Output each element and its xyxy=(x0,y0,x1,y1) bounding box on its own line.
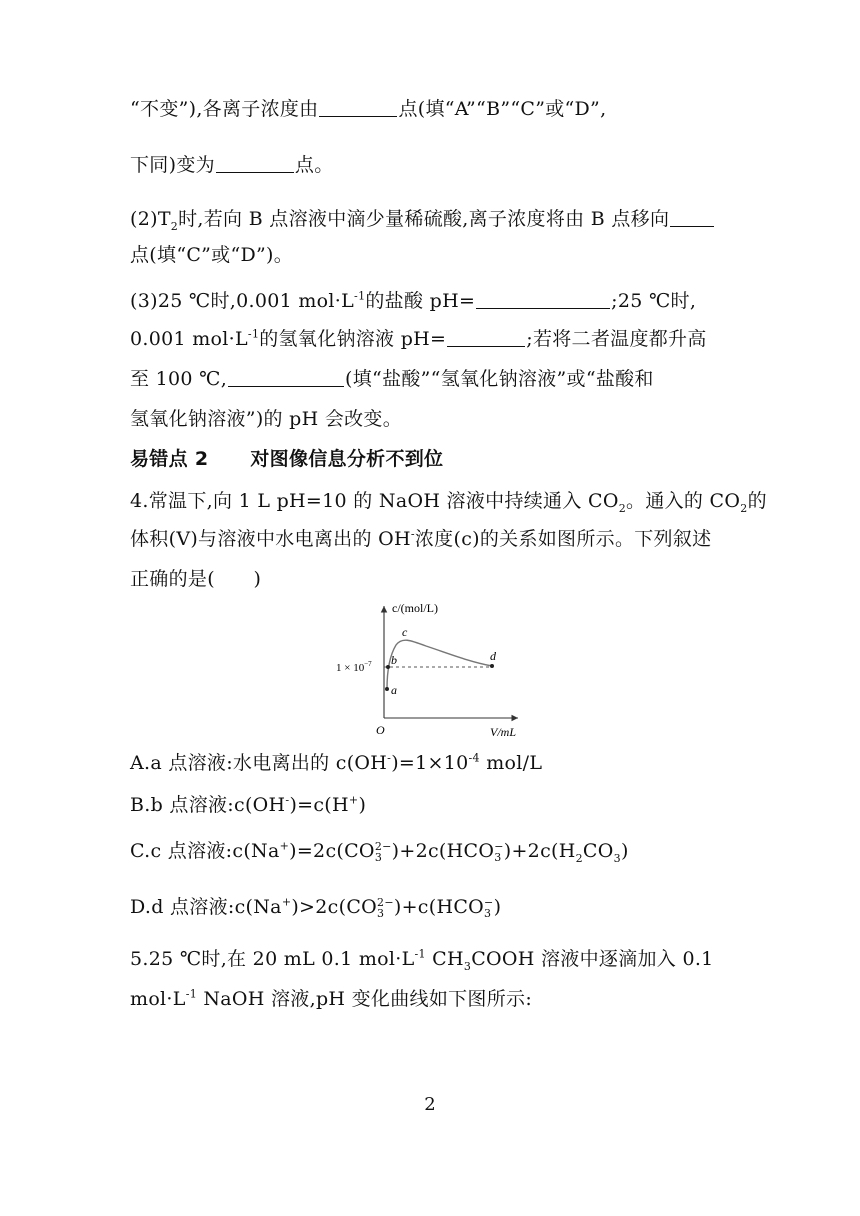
ion-subscript: 3 xyxy=(484,907,492,920)
q3-text: (填“盐酸”“氢氧化钠溶液”或“盐酸和 xyxy=(345,368,654,390)
point-d-label: d xyxy=(490,649,496,663)
subscript: 2 xyxy=(740,501,748,515)
superscript: -4 xyxy=(468,751,480,765)
answer-blank[interactable] xyxy=(476,290,610,309)
subscript: 3 xyxy=(463,959,472,973)
superscript: + xyxy=(279,839,290,853)
ion-subscript: 3 xyxy=(494,851,502,864)
curve xyxy=(387,640,492,689)
option-text: ) xyxy=(493,896,502,918)
answer-blank[interactable] xyxy=(319,98,397,117)
ion-charge-stack xyxy=(375,841,392,863)
ion-subscript: 3 xyxy=(374,851,383,864)
q3-text: 的盐酸 pH= xyxy=(365,290,476,312)
q3-text: 点(填“C”或“D”)。 xyxy=(130,244,294,266)
section-heading xyxy=(130,444,443,471)
q4-text: 4.常温下,向 1 L pH=10 的 NaOH 溶液中持续通入 CO xyxy=(130,490,619,512)
ion-charge: 2− xyxy=(374,840,392,853)
superscript: - xyxy=(285,793,290,807)
point-a-label: a xyxy=(391,683,397,697)
q3-text: 点(填“A”“B”“C”或“D”, xyxy=(398,98,607,120)
point-b-label: b xyxy=(391,653,397,667)
q4-line-1 xyxy=(130,486,767,513)
q3-text: 0.001 mol·L xyxy=(130,328,248,350)
point-c-label: c xyxy=(402,625,408,639)
section-label: 易错点 2 xyxy=(130,448,209,470)
q3-text: ;若将二者温度都升高 xyxy=(526,328,707,350)
superscript: -1 xyxy=(354,289,366,303)
q3-text: “不变”),各离子浓度由 xyxy=(130,98,319,120)
origin-label: O xyxy=(376,723,385,737)
point-b-marker xyxy=(386,665,390,669)
option-b[interactable] xyxy=(130,790,366,817)
ion-charge-stack xyxy=(377,897,394,919)
option-text: B.b 点溶液:c(OH xyxy=(130,794,286,816)
superscript: + xyxy=(348,793,359,807)
ion-charge: − xyxy=(494,840,504,853)
q4-text: 浓度(c)的关系如图所示。下列叙述 xyxy=(414,528,712,550)
section-title: 对图像信息分析不到位 xyxy=(250,448,444,470)
superscript: + xyxy=(281,895,292,909)
q4-line-3 xyxy=(130,564,261,591)
superscript: - xyxy=(387,751,392,765)
subscript: 2 xyxy=(575,851,583,865)
point-d-marker xyxy=(490,664,494,668)
superscript: - xyxy=(410,527,415,541)
option-d[interactable] xyxy=(130,892,501,919)
y-axis-label: c/(mol/L) xyxy=(392,601,438,615)
ion-charge-stack xyxy=(484,897,494,919)
q5-text: COOH 溶液中逐滴加入 0.1 xyxy=(471,948,714,970)
subscript: 3 xyxy=(613,851,621,865)
q3-part3-line-2 xyxy=(130,324,707,351)
option-text: )>2c(CO xyxy=(291,896,378,918)
superscript: -1 xyxy=(247,327,260,341)
page-number: 2 xyxy=(424,1094,436,1115)
q3-part2-line-1 xyxy=(130,204,715,231)
q3-text: 至 100 ℃, xyxy=(130,368,228,390)
subscript: 2 xyxy=(170,219,179,233)
option-text: )=1×10 xyxy=(391,752,469,774)
option-text: ) xyxy=(358,794,367,816)
option-text: )=c(H xyxy=(289,794,349,816)
q3-text: (2)T xyxy=(130,208,171,230)
option-text: )+2c(HCO xyxy=(391,840,495,862)
answer-blank[interactable] xyxy=(228,368,344,387)
q3-text: 下同)变为 xyxy=(130,154,215,176)
option-text: D.d 点溶液:c(Na xyxy=(130,896,282,918)
q3-text: ;25 ℃时, xyxy=(611,290,697,312)
option-text: ) xyxy=(620,840,629,862)
option-text: A.a 点溶液:水电离出的 c(OH xyxy=(130,752,388,774)
q3-text: 时,若向 B 点溶液中滴少量稀硫酸,离子浓度将由 B 点移向 xyxy=(178,208,670,230)
graph-svg xyxy=(330,600,530,740)
q5-line-2 xyxy=(130,984,532,1011)
q3-text: 点。 xyxy=(294,154,334,176)
q3-part3-line-3 xyxy=(130,364,654,391)
q5-text: CH xyxy=(425,948,464,970)
superscript: -1 xyxy=(414,947,426,961)
q3-line-1 xyxy=(130,94,606,121)
answer-blank[interactable] xyxy=(216,154,294,173)
q5-text: mol·L xyxy=(130,988,186,1010)
option-text: CO xyxy=(582,840,614,862)
option-text: C.c 点溶液:c(Na xyxy=(130,840,280,862)
q5-text: 5.25 ℃时,在 20 mL 0.1 mol·L xyxy=(130,948,415,970)
q3-part3-line-1 xyxy=(130,286,696,313)
answer-blank[interactable] xyxy=(670,208,714,227)
q3-text: 的氢氧化钠溶液 pH= xyxy=(259,328,447,350)
q3-part2-line-2 xyxy=(130,240,293,267)
q4-text: 的 xyxy=(747,490,767,512)
option-text: mol/L xyxy=(479,752,543,774)
q5-text: NaOH 溶液,pH 变化曲线如下图所示: xyxy=(197,988,533,1010)
option-text: )+2c(H xyxy=(503,840,576,862)
q3-line-2 xyxy=(130,150,334,177)
q3-part3-line-4 xyxy=(130,404,402,431)
graph-figure xyxy=(330,600,530,744)
ion-charge-stack xyxy=(494,841,504,863)
q3-text: (3)25 ℃时,0.001 mol·L xyxy=(130,290,355,312)
subscript: 2 xyxy=(618,501,627,515)
ion-charge: − xyxy=(484,896,494,909)
q4-text: 体积(V)与溶液中水电离出的 OH xyxy=(130,528,411,550)
option-a[interactable] xyxy=(130,748,542,775)
point-a-marker xyxy=(385,687,389,691)
q4-text: 。通入的 CO xyxy=(626,490,741,512)
answer-blank[interactable] xyxy=(447,328,525,347)
x-axis-label: V/mL xyxy=(490,725,517,739)
q4-line-2 xyxy=(130,524,711,551)
q4-text: 正确的是( ) xyxy=(130,568,262,590)
ion-charge: 2− xyxy=(377,896,394,909)
option-text: )+c(HCO xyxy=(393,896,485,918)
option-c[interactable] xyxy=(130,836,629,863)
q3-text: 氢氧化钠溶液”)的 pH 会改变。 xyxy=(130,408,403,430)
reference-label: $1 \times 10^{-7}$ xyxy=(336,660,372,674)
option-text: )=2c(CO xyxy=(289,840,375,862)
superscript: -1 xyxy=(185,987,198,1001)
q5-line-1 xyxy=(130,944,714,971)
ion-subscript: 3 xyxy=(377,907,385,920)
